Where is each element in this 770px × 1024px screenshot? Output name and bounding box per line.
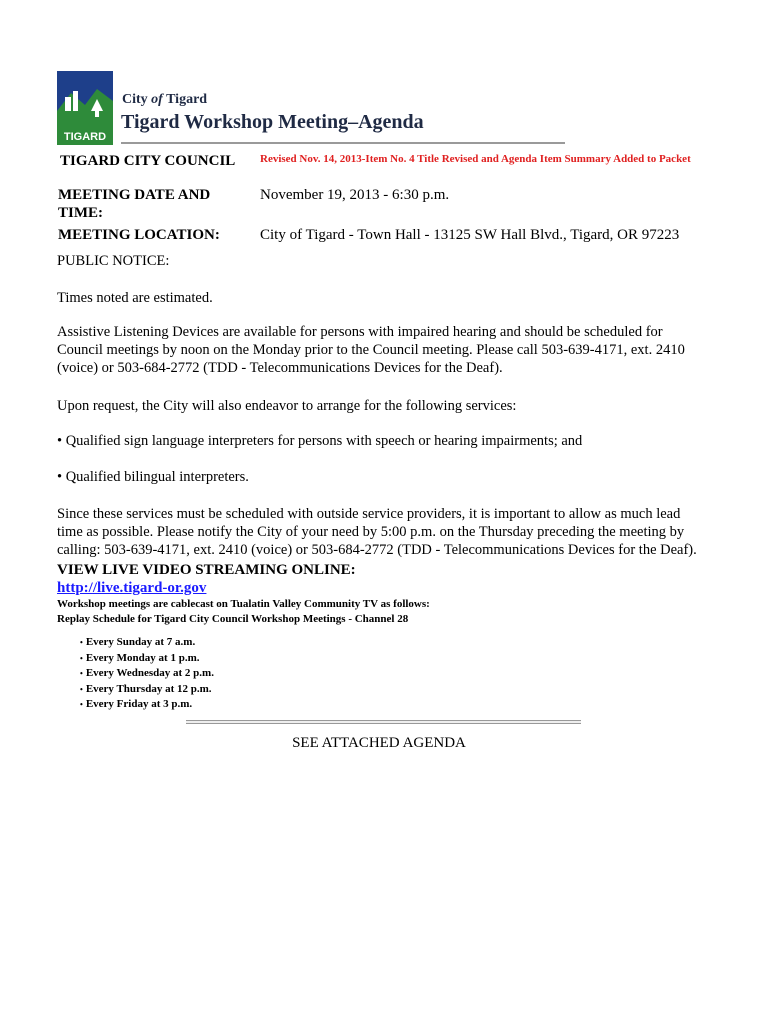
list-item: • Every Thursday at 12 p.m.: [80, 682, 212, 695]
streaming-link[interactable]: http://live.tigard-or.gov: [57, 580, 207, 596]
bullet-icon: •: [80, 684, 83, 694]
times-estimated: Times noted are estimated.: [57, 290, 213, 306]
tigard-logo: [57, 71, 113, 145]
title-divider: [121, 142, 565, 144]
public-notice-heading: PUBLIC NOTICE:: [57, 253, 170, 269]
cablecast-note: Workshop meetings are cablecast on Tualatin Valley Community TV as follows:: [57, 598, 430, 610]
bullet-icon: •: [80, 669, 83, 678]
city-of-tigard: City of Tigard: [122, 92, 208, 107]
replay-schedule-list: [80, 635, 214, 713]
page-title: Tigard Workshop Meeting–Agenda: [121, 111, 424, 133]
meeting-date-value: November 19, 2013 - 6:30 p.m.: [260, 187, 450, 203]
meeting-date-label: MEETING DATE AND TIME:: [58, 187, 211, 221]
bullet-icon: •: [80, 700, 83, 709]
list-item: • Every Sunday at 7 a.m.: [80, 636, 196, 648]
list-item: • Every Wednesday at 2 p.m.: [80, 667, 214, 679]
list-item: • Every Monday at 1 p.m.: [80, 651, 200, 664]
upon-request-paragraph: Upon request, the City will also endeavor to arrange for the following services:: [57, 398, 517, 414]
logo-text: TIGARD: [63, 131, 107, 143]
assistive-listening-paragraph: Assistive Listening Devices are available for persons with impaired hearing and should be scheduled for Council meetings by noon on the Monday prior to the Council meeting. Please call 503-639-4171, ext. 2410 (voice) or 503-684-2772 (TDD - Telecommunications Devices for the Deaf).: [57, 324, 685, 376]
revised-note: Revised Nov. 14, 2013-Item No. 4 Title Revised and Agenda Item Summary Added to Packet: [260, 153, 691, 165]
bullet-icon: •: [80, 638, 83, 647]
scheduling-paragraph: Since these services must be scheduled with outside service providers, it is important to allow as much lead time as possible. Please notify the City of your need by 5:00 p.m. on the Thursday preceding the meeting by calling: 503-639-4171, ext. 2410 (voice) or 503-684-2772 (TDD - Telecommunications Devices for the Deaf).: [57, 506, 697, 558]
replay-schedule-heading: Replay Schedule for Tigard City Council Workshop Meetings - Channel 28: [57, 613, 409, 625]
see-attached-agenda: SEE ATTACHED AGENDA: [292, 735, 466, 751]
meeting-location-value: City of Tigard - Town Hall - 13125 SW Hall Blvd., Tigard, OR 97223: [260, 227, 680, 243]
streaming-heading: VIEW LIVE VIDEO STREAMING ONLINE:: [57, 562, 356, 578]
bullet-icon: •: [80, 653, 83, 663]
sign-language-item: • Qualified sign language interpreters for persons with speech or hearing impairments; and: [57, 433, 583, 449]
meeting-location-label: MEETING LOCATION:: [58, 227, 220, 243]
list-item: • Every Friday at 3 p.m.: [80, 698, 193, 710]
council-label: TIGARD CITY COUNCIL: [60, 153, 236, 169]
section-divider: [186, 720, 581, 724]
bilingual-item: • Qualified bilingual interpreters.: [57, 469, 249, 485]
